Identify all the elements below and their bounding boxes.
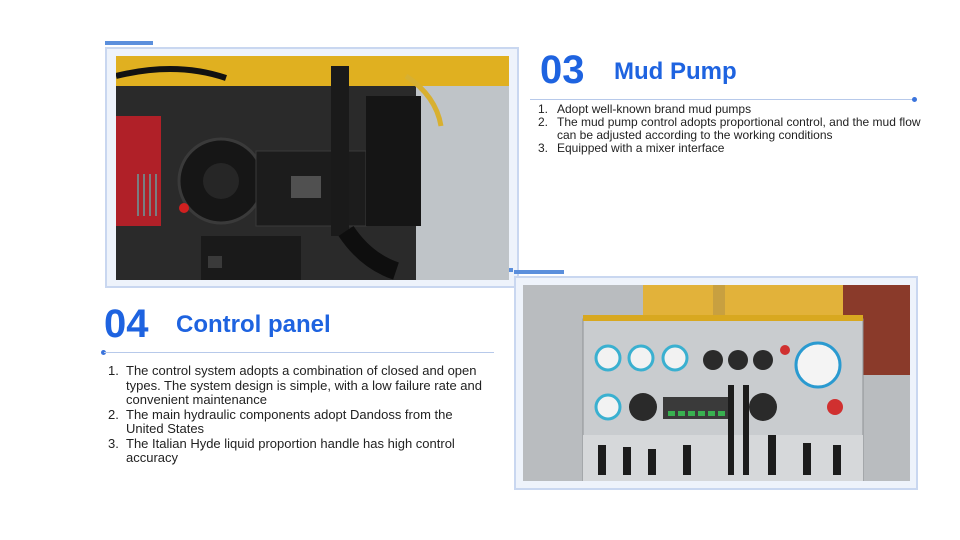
list-item <box>108 364 488 408</box>
control-panel-frame-accent-top <box>514 270 564 274</box>
section-04-title: Control panel <box>176 311 331 338</box>
section-03-divider-dot <box>912 97 917 102</box>
list-item <box>108 408 488 437</box>
section-04-number: 04 <box>104 302 149 346</box>
mud-pump-photo <box>116 56 509 280</box>
list-item-text: Adopt well-known brand mud pumps <box>557 102 752 116</box>
list-item-number: 3. <box>108 435 119 451</box>
mud-pump-frame-accent-top <box>105 41 153 45</box>
section-03-list <box>538 103 923 155</box>
list-item-number: 3. <box>538 141 549 155</box>
section-04-list <box>108 364 488 466</box>
list-item-text: Equipped with a mixer interface <box>557 141 725 155</box>
mud-pump-image <box>116 56 509 280</box>
list-item-number: 2. <box>538 115 549 129</box>
section-04-divider <box>104 352 494 353</box>
section-03-divider <box>530 99 914 100</box>
section-03-title: Mud Pump <box>614 58 737 85</box>
control-panel-image <box>523 285 910 481</box>
list-item-text: The Italian Hyde liquid proportion handle has high control accuracy <box>126 435 455 465</box>
list-item-text: The main hydraulic components adopt Dandoss from the United States <box>126 406 453 436</box>
list-item-text: The control system adopts a combination of closed and open types. The system design is simple, with a low failure rate and convenient maintenance <box>126 363 482 407</box>
list-item <box>538 142 923 155</box>
list-item-number: 1. <box>538 102 549 116</box>
control-panel-photo <box>523 285 910 481</box>
list-item-number: 2. <box>108 406 119 422</box>
list-item-text: The mud pump control adopts proportional control, and the mud flow can be adjusted according to the working conditions <box>557 115 921 142</box>
list-item <box>538 116 923 142</box>
list-item-number: 1. <box>108 363 119 378</box>
section-03-number: 03 <box>540 48 585 92</box>
list-item <box>108 437 488 466</box>
